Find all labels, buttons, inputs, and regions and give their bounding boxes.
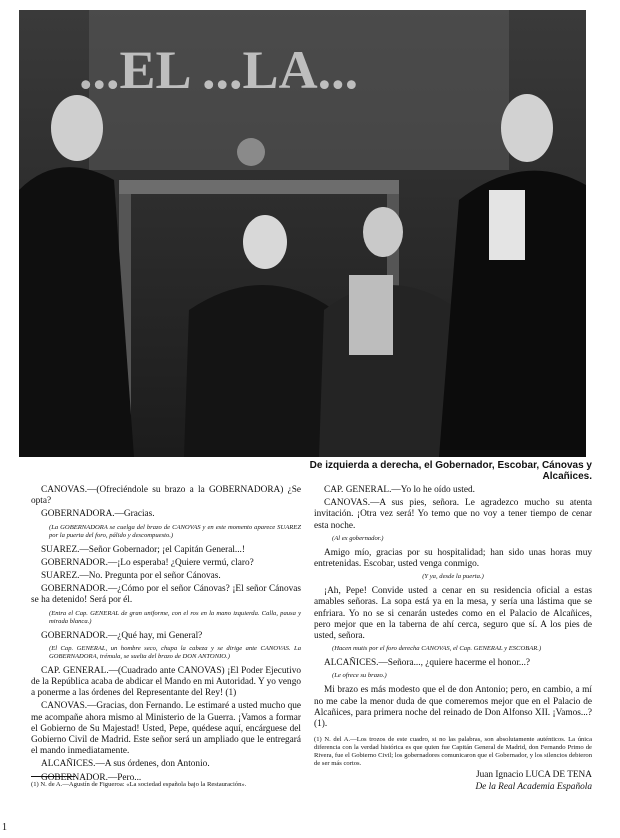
dialogue-text: .—Gracias. bbox=[112, 509, 155, 520]
dialogue-line bbox=[31, 571, 301, 582]
speaker-name: ALCAÑICES bbox=[41, 759, 94, 770]
dialogue-text: Mi brazo es más modesto que el de don Antonio; pero, en cambio, a mí no me cabe la menor duda de que comeremos mejor que en el Palacio de Alcañices, para primera noche del reinado de Don Alfonso XII. ¡Vamos...? (1). bbox=[314, 685, 592, 730]
signature bbox=[314, 769, 592, 793]
photo-caption: De izquierda a derecha, el Gobernador, Escobar, Cánovas y Alcañices. bbox=[309, 460, 592, 482]
text-column-left bbox=[31, 485, 301, 786]
dialogue-text: .—Señora..., ¿quiere hacerme el honor...? bbox=[376, 658, 531, 669]
dialogue-line bbox=[314, 586, 592, 642]
dialogue-line bbox=[314, 498, 592, 532]
dialogue-line bbox=[31, 584, 301, 606]
stage-direction: (Le ofrece su brazo.) bbox=[332, 672, 387, 680]
dialogue-text: .—¿Cómo por el señor Cánovas? ¡El señor Cánovas se ha detenido! Será por él. bbox=[31, 584, 301, 606]
dialogue-line bbox=[31, 485, 301, 507]
stage-direction: (Hacen mutis por el foro derecha CANOVAS, el Cap. GENERAL y ESCOBAR.) bbox=[332, 645, 542, 653]
author-institution: De la Real Academia Española bbox=[475, 782, 592, 792]
dialogue-text: .—A sus órdenes, don Antonio. bbox=[93, 759, 210, 770]
dialogue-text: .—(Cuadrado ante CANOVAS) ¡El Poder Ejecutivo de la República acaba de abdicar el Mando en mi Autoridad. Y yo vengo a ponerme a las órdenes del Representante del Rey! (1) bbox=[31, 665, 301, 699]
speaker-name: SUAREZ bbox=[41, 544, 78, 555]
dialogue-line bbox=[31, 666, 301, 700]
speaker-name: CAP. GENERAL bbox=[41, 665, 107, 676]
dialogue-text: .—Pero... bbox=[105, 772, 142, 783]
footnote-rule bbox=[31, 776, 75, 777]
dialogue-text: .—No. Pregunta por el señor Cánovas. bbox=[77, 571, 221, 582]
dialogue-text: .—Señor Gobernador; ¡el Capitán General...! bbox=[77, 544, 245, 555]
dialogue-line bbox=[31, 558, 301, 569]
dialogue-text: Amigo mío, gracias por su hospitalidad; han sido unas horas muy entretenidas. Escobar, usted venga conmigo. bbox=[314, 547, 592, 570]
dialogue-line bbox=[31, 545, 301, 556]
text-column-right bbox=[314, 485, 592, 732]
footnote-right: (1) N. del A.—Los trozos de este cuadro, si no las palabras, son absolutamente auténticos. La única diferencia con la verdad histórica es que quien fue Capitán General de Madrid, don Fernando Primo de Rivera, fue el Gobierno Civil; los gobernadores comunicaron que el Gobernador, y los silencios debieron de ser más cortos. bbox=[314, 736, 592, 767]
author-name: Juan Ignacio LUCA DE TENA bbox=[475, 770, 592, 780]
dialogue-text: .—Gracias, don Fernando. Le estimaré a usted mucho que me acompañe ahora mismo al Ministerio de la Guerra. ¡Vamos a formar el Gobierno de Su Majestad! Usted, Pepe, quédese aquí, encárguese del Gobierno Civil de Madrid. Este señor será un ampliado que le entregará el mando inmediatamente. bbox=[31, 701, 301, 757]
photograph bbox=[19, 10, 586, 457]
speaker-name: GOBERNADORA bbox=[41, 509, 113, 520]
stage-direction: (Y ya, desde la puerta.) bbox=[422, 573, 484, 581]
speaker-name: GOBERNADOR bbox=[41, 584, 106, 595]
dialogue-text: .—A sus pies, señora. Le agradezco mucho su atenta invitación. ¡Otra vez será! Yo temo que no voy a tener tiempo de cenar esta noche. bbox=[314, 498, 592, 531]
page-mark: 1 bbox=[2, 822, 7, 833]
speaker-name: CANOVAS bbox=[41, 485, 85, 495]
stage-direction: (Entra el Cap. GENERAL de gran uniforme, con el ros en la mano izquierda. Calla, pausa y mirada blanca.) bbox=[49, 609, 301, 625]
speaker-name: SUAREZ bbox=[41, 571, 78, 582]
dialogue-line bbox=[314, 485, 592, 496]
dialogue-line bbox=[314, 548, 592, 570]
speaker-name: CAP. GENERAL bbox=[324, 485, 390, 495]
dialogue-line bbox=[31, 759, 301, 770]
stage-direction: (El Cap. GENERAL, un hombre seco, chupa la cabeza y se dirige ante CANOVAS. La GOBERNADORA, trémula, se suelta del brazo de DON ANTONIO.) bbox=[49, 644, 301, 660]
dialogue-text: .—(Ofreciéndole su brazo a la GOBERNADORA) ¿Se opta? bbox=[31, 485, 301, 507]
photo-illustration bbox=[19, 10, 586, 457]
speaker-name: GOBERNADOR bbox=[41, 772, 106, 783]
speaker-name: ALCAÑICES bbox=[324, 658, 377, 669]
speaker-name: CANOVAS bbox=[41, 701, 85, 712]
stage-direction: (La GOBERNADORA se cuelga del brazo de CANOVAS y en este momento aparece SUAREZ por la puerta del foro, pálido y descompuesto.) bbox=[49, 523, 301, 539]
dialogue-line bbox=[31, 701, 301, 757]
dialogue-line bbox=[314, 658, 592, 669]
dialogue-text: .—¡Lo esperaba! ¿Quiere vermú, claro? bbox=[105, 557, 254, 568]
dialogue-text: ¡Ah, Pepe! Convide usted a cenar en su residencia oficial a estas amables señoras. La sopa está ya en la mesa, y sería una lástima que se enfriara. Yo no se si cenarán ustedes como en el Palacio de Alcañices, pero mejor que en la taberna de ahí cerca, seguro que sí. A los pies de usted, señora. bbox=[314, 586, 592, 642]
dialogue-line bbox=[31, 631, 301, 642]
speaker-name: CANOVAS bbox=[324, 498, 368, 509]
dialogue-line bbox=[314, 685, 592, 730]
stage-direction: (Al ex gobernador.) bbox=[332, 534, 384, 542]
dialogue-line bbox=[31, 509, 301, 520]
speaker-name: GOBERNADOR bbox=[41, 630, 106, 641]
footnote-left: (1) N. de A.—Agustín de Figueroa: «La sociedad española bajo la Restauración». bbox=[31, 781, 247, 788]
dialogue-text: .—¿Qué hay, mi General? bbox=[105, 630, 203, 641]
speaker-name: GOBERNADOR bbox=[41, 557, 106, 568]
banner-text: ...EL ...LA... bbox=[79, 40, 359, 100]
dialogue-text: .—Yo lo he oído usted. bbox=[389, 485, 475, 495]
